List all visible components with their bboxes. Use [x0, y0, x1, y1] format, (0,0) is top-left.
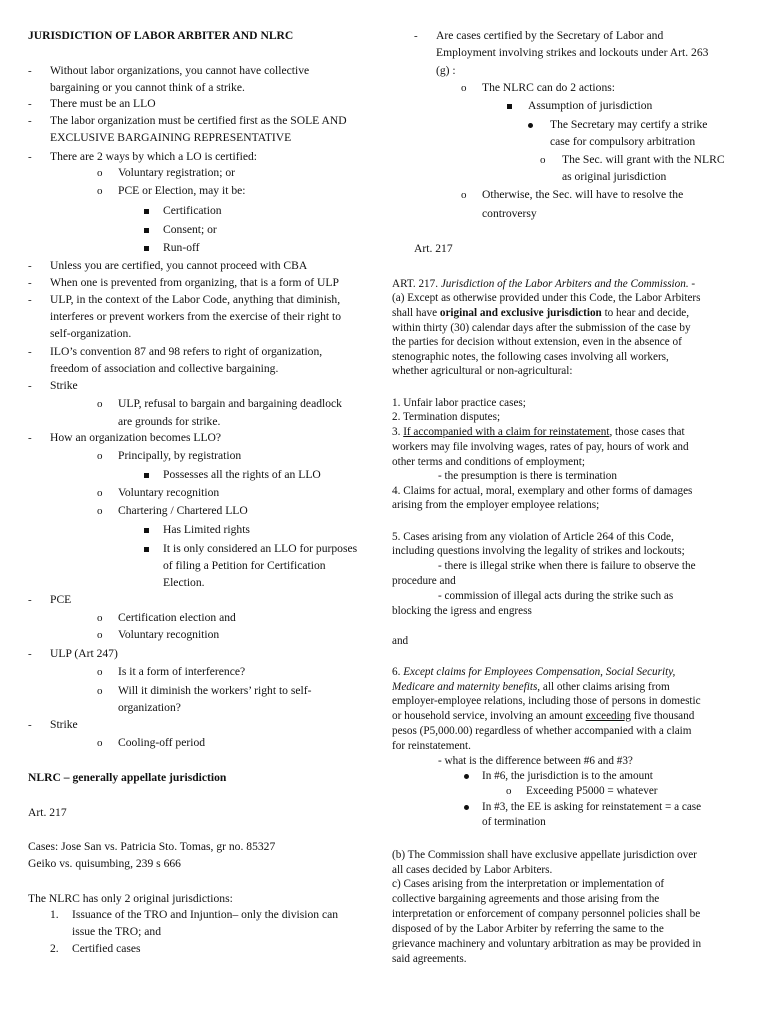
text-line: Assumption of jurisdiction: [528, 99, 653, 112]
square-bullet: [144, 547, 149, 552]
text-line: Are cases certified by the Secretary of Labor and: [436, 29, 664, 42]
square-bullet: [144, 209, 149, 214]
text-line: employer-employee relations, including those of persons in domestic: [392, 695, 701, 707]
text-line: Strike: [50, 718, 78, 731]
text-run: 3.: [392, 426, 404, 438]
cases-line: Geiko vs. quisumbing, 239 s 666: [28, 857, 181, 870]
text-line: the parties for decision without extension, even in the absence of: [392, 336, 682, 348]
dash-bullet: -: [28, 115, 32, 127]
text-line: controversy: [482, 207, 537, 220]
text-run: , those cases that: [609, 426, 685, 438]
text-run: to hear and decide,: [601, 307, 690, 319]
text-line: interpretation or enforcement of company personnel policies shall be: [392, 908, 701, 920]
text-line: PCE or Election, may it be:: [118, 184, 246, 197]
text-line: blocking the igress and engress: [392, 605, 532, 617]
text-line: (g) :: [436, 64, 456, 77]
list-item: 1. Unfair labor practice cases;: [392, 397, 526, 409]
square-bullet: [144, 246, 149, 251]
circle-bullet: o: [97, 629, 103, 641]
text-line: When one is prevented from organizing, that is a form of ULP: [50, 276, 339, 289]
text-line: case for compulsory arbitration: [550, 135, 696, 148]
text-line: all cases decided by Labor Arbiters.: [392, 864, 553, 876]
text-line: ULP, in the context of the Labor Code, anything that diminish,: [50, 293, 341, 306]
text-line: Election.: [163, 576, 205, 589]
article-heading: [392, 277, 695, 291]
list-item: [392, 425, 685, 439]
dash-bullet: -: [28, 346, 32, 358]
text-line: of filing a Petition for Certification: [163, 559, 326, 572]
text-line: pesos (P5,000.00) regardless of whether accompanied with a claim: [392, 725, 692, 737]
text-line: How an organization becomes LLO?: [50, 431, 222, 444]
text-line: Will it diminish the workers’ right to self-: [118, 684, 312, 697]
text-line: Chartering / Chartered LLO: [118, 504, 248, 517]
text-line: In #3, the EE is asking for reinstatement = a case: [482, 801, 702, 813]
text-line: interferes or prevent workers from the exercise of their right to: [50, 310, 342, 323]
text-line: organization?: [118, 701, 181, 714]
text-line: Without labor organizations, you cannot have collective: [50, 64, 310, 77]
square-bullet: [144, 528, 149, 533]
circle-bullet: o: [97, 185, 103, 197]
circle-bullet: o: [97, 167, 103, 179]
text-run: 6.: [392, 666, 404, 678]
text-line: The Sec. will grant with the NLRC: [562, 153, 725, 166]
text-line: Run-off: [163, 241, 200, 254]
text-line: There must be an LLO: [50, 97, 156, 110]
text-line: The labor organization must be certified first as the SOLE AND: [50, 114, 347, 127]
circle-bullet: o: [461, 189, 467, 201]
text-line: stenographic notes, the following cases involving all workers,: [392, 351, 669, 363]
text-line: freedom of association and collective bargaining.: [50, 362, 279, 375]
cases-line: Cases: Jose San vs. Patricia Sto. Tomas, gr no. 85327: [28, 840, 276, 853]
question-line: - what is the difference between #6 and #3?: [438, 755, 633, 767]
text-line: procedure and: [392, 575, 456, 587]
document-title: JURISDICTION OF LABOR ARBITER AND NLRC: [28, 29, 294, 42]
text-line: whether agricultural or non-agricultural:: [392, 365, 573, 377]
round-bullet: [528, 123, 533, 128]
dash-bullet: -: [28, 151, 32, 163]
text-line: EXCLUSIVE BARGAINING REPRESENTATIVE: [50, 131, 292, 144]
dash-bullet: -: [28, 277, 32, 289]
article-title: Jurisdiction of the Labor Arbiters and the Commission. -: [440, 278, 696, 290]
bold-text: original and exclusive jurisdiction: [439, 307, 602, 319]
round-bullet: [464, 774, 469, 779]
square-bullet: [144, 473, 149, 478]
text-line: as original jurisdiction: [562, 170, 667, 183]
circle-bullet: o: [97, 450, 103, 462]
text-line: ULP (Art 247): [50, 647, 118, 660]
text-line: It is only considered an LLO for purposes: [163, 542, 358, 555]
art-label: Art. 217: [28, 806, 67, 819]
text-line: Is it a form of interference?: [118, 665, 246, 678]
text-line: Certified cases: [72, 942, 141, 955]
underlined-text: exceeding: [585, 710, 631, 722]
text-line: [392, 709, 694, 723]
dash-bullet: -: [28, 380, 32, 392]
text-line: ULP, refusal to bargain and bargaining deadlock: [118, 397, 342, 410]
text-line: Certification election and: [118, 611, 236, 624]
text-line: Consent; or: [163, 223, 217, 236]
text-line: for reinstatement.: [392, 740, 471, 752]
list-item: 5. Cases arising from any violation of Article 264 of this Code,: [392, 531, 674, 543]
dash-bullet: -: [28, 294, 32, 306]
list-number: 1.: [50, 908, 59, 921]
text-line: [392, 306, 689, 320]
text-run: or household service, involving an amount: [392, 710, 586, 722]
text-line: The Secretary may certify a strike: [550, 118, 708, 131]
text-line: Voluntary recognition: [118, 628, 220, 641]
dash-bullet: -: [28, 648, 32, 660]
text-run: five thousand: [630, 710, 695, 722]
text-line: Otherwise, the Sec. will have to resolve the: [482, 188, 684, 201]
text-line: issue the TRO; and: [72, 925, 161, 938]
text-line: Voluntary registration; or: [118, 166, 235, 179]
note-line: - there is illegal strike when there is failure to observe the: [438, 560, 696, 572]
circle-bullet: o: [97, 666, 103, 678]
dash-bullet: -: [28, 98, 32, 110]
dash-bullet: -: [414, 30, 418, 42]
circle-bullet: o: [97, 505, 103, 517]
circle-bullet: o: [540, 154, 546, 166]
text-line: Possesses all the rights of an LLO: [163, 468, 321, 481]
text-line: arising from the employer employee relations;: [392, 499, 600, 511]
text-line: The NLRC has only 2 original jurisdictions:: [28, 892, 233, 905]
square-bullet: [507, 104, 512, 109]
text-line: (a) Except as otherwise provided under this Code, the Labor Arbiters: [392, 292, 701, 304]
text-line: In #6, the jurisdiction is to the amount: [482, 770, 653, 782]
text-line: [392, 680, 670, 694]
text-line: bargaining or you cannot think of a strike.: [50, 81, 245, 94]
note-line: - commission of illegal acts during the strike such as: [438, 590, 674, 602]
circle-bullet: o: [97, 685, 103, 697]
text-line: disposed of by the Labor Arbiter by referring the same to the: [392, 923, 664, 935]
text-line: and: [392, 635, 409, 647]
text-line: self-organization.: [50, 327, 132, 340]
art-label: Art. 217: [414, 242, 453, 255]
nlrc-heading: NLRC – generally appellate jurisdiction: [28, 771, 227, 784]
circle-bullet: o: [506, 785, 512, 797]
circle-bullet: o: [97, 398, 103, 410]
article-number: ART. 217.: [392, 278, 441, 290]
list-number: 2.: [50, 942, 59, 955]
note-line: - the presumption is there is termination: [438, 470, 617, 482]
dash-bullet: -: [28, 260, 32, 272]
text-line: Principally, by registration: [118, 449, 242, 462]
text-line: within thirty (30) calendar days after the submission of the case by: [392, 322, 691, 334]
dash-bullet: -: [28, 594, 32, 606]
circle-bullet: o: [97, 487, 103, 499]
circle-bullet: o: [97, 612, 103, 624]
text-line: including questions involving the legality of strikes and lockouts;: [392, 545, 685, 557]
text-line: There are 2 ways by which a LO is certified:: [50, 150, 257, 163]
text-line: PCE: [50, 593, 72, 606]
circle-bullet: o: [461, 82, 467, 94]
text-run: , all other claims arising from: [537, 681, 670, 693]
text-line: Employment involving strikes and lockouts under Art. 263: [436, 46, 709, 59]
round-bullet: [464, 805, 469, 810]
text-line: Voluntary recognition: [118, 486, 220, 499]
dash-bullet: -: [28, 432, 32, 444]
text-line: said agreements.: [392, 953, 467, 965]
italic-text: Medicare and maternity benefits: [392, 681, 538, 693]
text-line: workers may file involving wages, rates of pay, hours of work and: [392, 441, 689, 453]
list-item: 2. Termination disputes;: [392, 411, 501, 423]
dash-bullet: -: [28, 65, 32, 77]
text-line: are grounds for strike.: [118, 415, 221, 428]
italic-text: Except claims for Employees Compensation, Social Security,: [403, 666, 676, 678]
text-line: Has Limited rights: [163, 523, 250, 536]
circle-bullet: o: [97, 737, 103, 749]
text-line: grievance machinery and voluntary arbitration as may be provided in: [392, 938, 702, 950]
text-line: ILO’s convention 87 and 98 refers to right of organization,: [50, 345, 323, 358]
text-line: Strike: [50, 379, 78, 392]
text-line: Unless you are certified, you cannot proceed with CBA: [50, 259, 308, 272]
text-line: of termination: [482, 816, 546, 828]
dash-bullet: -: [28, 719, 32, 731]
text-line: Cooling-off period: [118, 736, 206, 749]
square-bullet: [144, 228, 149, 233]
text-line: Issuance of the TRO and Injuntion– only the division can: [72, 908, 339, 921]
list-item: 4. Claims for actual, moral, exemplary and other forms of damages: [392, 485, 693, 497]
text-line: (b) The Commission shall have exclusive appellate jurisdiction over: [392, 849, 697, 861]
text-line: The NLRC can do 2 actions:: [482, 81, 615, 94]
text-line: c) Cases arising from the interpretation or implementation of: [392, 878, 665, 890]
list-item: [392, 665, 675, 679]
text-run: shall have: [392, 307, 440, 319]
text-line: Exceeding P5000 = whatever: [526, 785, 658, 797]
text-line: other terms and conditions of employment;: [392, 456, 585, 468]
underlined-text: If accompanied with a claim for reinstatement: [403, 426, 610, 438]
text-line: Certification: [163, 204, 222, 217]
text-line: collective bargaining agreements and those arising from the: [392, 893, 660, 905]
